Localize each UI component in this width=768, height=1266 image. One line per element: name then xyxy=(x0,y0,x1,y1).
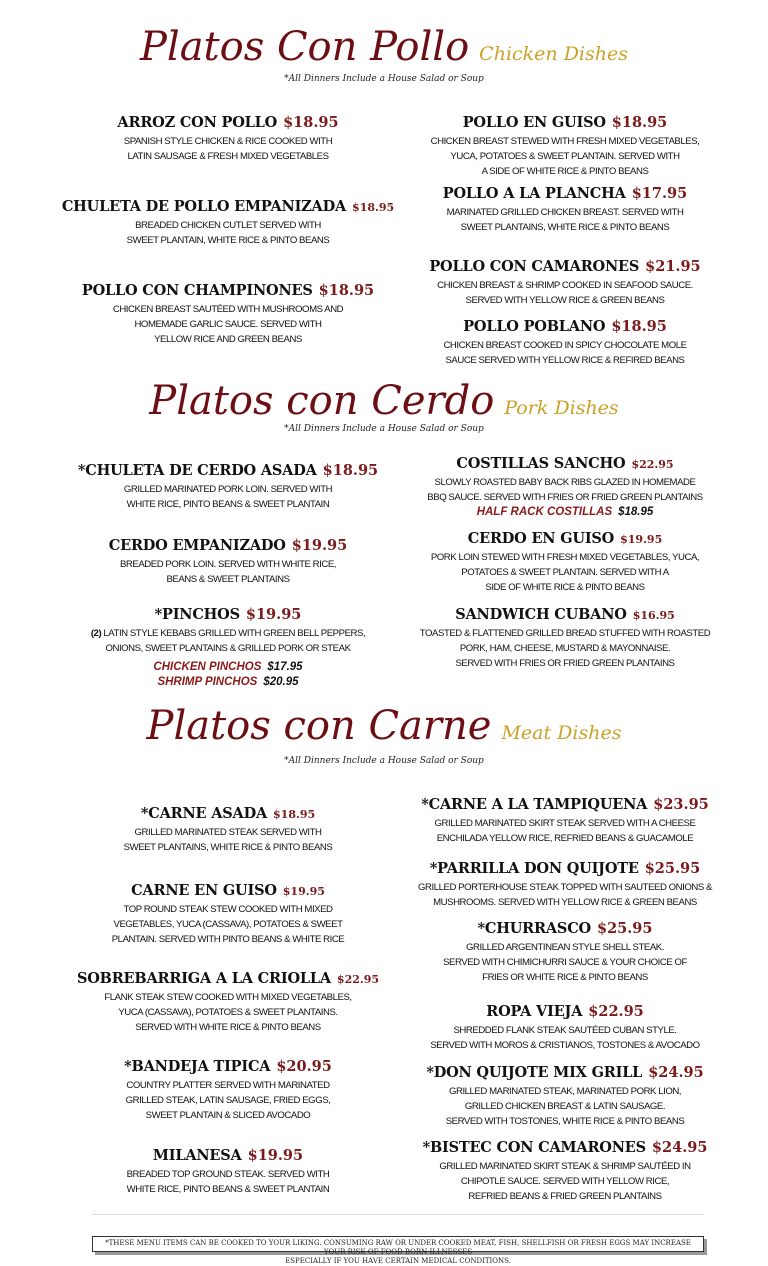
item-name: COSTILLAS SANCHO xyxy=(456,455,626,472)
item-name: POLLO EN GUISO xyxy=(462,114,606,131)
item-name: POLLO CON CHAMPINONES xyxy=(81,282,313,299)
item-description: SPANISH STYLE CHICKEN & RICE COOKED WITH LATIN SAUSAGE & FRESH MIXED VEGETABLES xyxy=(123,136,333,162)
item-description: TOP ROUND STEAK STEW COOKED WITH MIXED VEGETABLES, YUCA (CASSAVA), POTATOES & SWEET PLANTAIN. SERVED WITH PINTO BEANS & WHITE RICE xyxy=(111,904,345,945)
section-subtitle: Meat Dishes xyxy=(501,722,622,744)
item-price: $18.95 xyxy=(318,282,375,299)
item-description: TOASTED & FLATTENED GRILLED BREAD STUFFED WITH ROASTED PORK, HAM, CHEESE, MUSTARD & MAYONNAISE. SERVED WITH FRIES OR FRIED GREEN PLANTAINS xyxy=(419,628,711,669)
menu-item-parrilla-don-quijote xyxy=(385,860,745,910)
item-name: CERDO EN GUISO xyxy=(467,530,615,547)
item-description: GRILLED MARINATED PORK LOIN. SERVED WITH WHITE RICE, PINTO BEANS & SWEET PLANTAIN xyxy=(123,484,333,510)
item-price: $19.95 xyxy=(245,606,302,623)
item-description: GRILLED ARGENTINEAN STYLE SHELL STEAK. SERVED WITH CHIMICHURRI SAUCE & YOUR CHOICE OF FRIES OR WHITE RICE & PINTO BEANS xyxy=(443,942,687,983)
item-price: $18.95 xyxy=(352,201,395,214)
item-price: $19.95 xyxy=(282,885,325,898)
item-name: *BANDEJA TIPICA xyxy=(124,1058,271,1075)
item-description: GRILLED MARINATED SKIRT STEAK & SHRIMP SAUTÉED IN CHIPOTLE SAUCE. SERVED WITH YELLOW RICE, REFRIED BEANS & FRIED GREEN PLANTAINS xyxy=(439,1161,691,1202)
item-name: *CARNE ASADA xyxy=(140,805,268,822)
item-price: $19.95 xyxy=(620,533,663,546)
item-price: $24.95 xyxy=(651,1139,708,1156)
item-description: BREADED PORK LOIN. SERVED WITH WHITE RICE, BEANS & SWEET PLANTAINS xyxy=(119,559,336,585)
item-name: *PINCHOS xyxy=(154,606,240,623)
section-title: Platos con Carne xyxy=(146,703,492,749)
menu-item-milanesa xyxy=(58,1147,398,1197)
menu-item-arroz-con-pollo xyxy=(58,114,398,164)
item-description: CHICKEN BREAST COOKED IN SPICY CHOCOLATE MOLE SAUCE SERVED WITH YELLOW RICE & REFIRED BEANS xyxy=(443,340,687,366)
menu-item-pollo-a-la-plancha xyxy=(395,185,735,235)
section-header-cerdo xyxy=(0,378,768,424)
item-price: $18.95 xyxy=(322,462,379,479)
item-price: $19.95 xyxy=(247,1147,304,1164)
item-description: MARINATED GRILLED CHICKEN BREAST. SERVED WITH SWEET PLANTAINS, WHITE RICE & PINTO BEANS xyxy=(446,207,684,233)
menu-item-don-quijote-mix-grill xyxy=(385,1064,745,1129)
item-variant: CHICKEN PINCHOS $17.95 xyxy=(153,661,303,673)
item-name: CERDO EMPANIZADO xyxy=(108,537,286,554)
menu-item-pollo-poblano xyxy=(395,318,735,368)
item-description: GRILLED MARINATED STEAK, MARINATED PORK LION, GRILLED CHICKEN BREAST & LATIN SAUSAGE. SERVED WITH TOSTONES, WHITE RICE & PINTO BEANS xyxy=(445,1086,685,1127)
disclaimer-line: ESPECIALLY IF YOU HAVE CERTAIN MEDICAL CONDITIONS. xyxy=(285,1257,511,1265)
item-name: MILANESA xyxy=(152,1147,242,1164)
item-name: POLLO CON CAMARONES xyxy=(429,258,640,275)
menu-item-carne-tampiquena xyxy=(385,796,745,846)
menu-item-sandwich-cubano xyxy=(385,606,745,671)
item-name: POLLO POBLANO xyxy=(463,318,606,335)
item-description: GRILLED MARINATED STEAK SERVED WITH SWEET PLANTAINS, WHITE RICE & PINTO BEANS xyxy=(123,827,333,853)
item-variant: SHRIMP PINCHOS $20.95 xyxy=(157,676,299,688)
item-description: PORK LOIN STEWED WITH FRESH MIXED VEGETABLES, YUCA, POTATOES & SWEET PLANTAIN. SERVED WITH A SIDE OF WHITE RICE & PINTO BEANS xyxy=(430,552,700,593)
menu-item-carne-asada xyxy=(58,805,398,855)
item-price: $25.95 xyxy=(644,860,701,877)
item-price: $25.95 xyxy=(596,920,653,937)
item-name: *CHURRASCO xyxy=(477,920,591,937)
menu-item-sobrebarriga xyxy=(48,970,408,1035)
item-name: ARROZ CON POLLO xyxy=(117,114,278,131)
menu-item-pollo-con-champinones xyxy=(58,282,398,347)
menu-item-carne-en-guiso xyxy=(58,882,398,947)
item-price: $19.95 xyxy=(291,537,348,554)
item-description: FLANK STEAK STEW COOKED WITH MIXED VEGETABLES, YUCA (CASSAVA), POTATOES & SWEET PLANTAINS. SERVED WITH WHITE RICE & PINTO BEANS xyxy=(104,992,352,1033)
section-title: Platos con Cerdo xyxy=(149,378,495,424)
item-price: $22.95 xyxy=(631,458,674,471)
section-note: *All Dinners Include a House Salad or Soup xyxy=(284,424,484,434)
item-description: GRILLED MARINATED SKIRT STEAK SERVED WITH A CHEESE ENCHILADA YELLOW RICE, REFRIED BEANS & GUACAMOLE xyxy=(434,818,696,844)
disclaimer-line: *THESE MENU ITEMS CAN BE COOKED TO YOUR LIKING. CONSUMING RAW OR UNDER COOKED MEAT, FISH, SHELLFISH OR FRESH EGGS MAY INCREASE YOUR RISK OF FOOD BORN ILLNESSES xyxy=(105,1239,691,1256)
item-description: BREADED TOP GROUND STEAK. SERVED WITH WHITE RICE, PINTO BEANS & SWEET PLANTAIN xyxy=(126,1169,330,1195)
item-name: *CARNE A LA TAMPIQUENA xyxy=(421,796,648,813)
item-name: SANDWICH CUBANO xyxy=(455,606,627,623)
section-subtitle: Pork Dishes xyxy=(504,397,619,419)
item-description: CHICKEN BREAST & SHRIMP COOKED IN SEAFOOD SAUCE. SERVED WITH YELLOW RICE & GREEN BEANS xyxy=(437,280,693,306)
menu-item-pinchos xyxy=(48,606,408,690)
item-price: $24.95 xyxy=(648,1064,704,1081)
menu-item-chuleta-de-cerdo xyxy=(58,462,398,512)
section-title: Platos Con Pollo xyxy=(140,24,470,70)
footer-disclaimer xyxy=(92,1236,704,1265)
item-name: CARNE EN GUISO xyxy=(131,882,277,899)
item-price: $18.95 xyxy=(273,808,316,821)
menu-item-costillas-sancho xyxy=(385,455,745,520)
item-name: *CHULETA DE CERDO ASADA xyxy=(77,462,317,479)
menu-item-bandeja-tipica xyxy=(58,1058,398,1123)
menu-item-cerdo-en-guiso xyxy=(385,530,745,595)
section-note: *All Dinners Include a House Salad or Soup xyxy=(284,756,484,766)
item-description: GRILLED PORTERHOUSE STEAK TOPPED WITH SAUTEED ONIONS & MUSHROOMS. SERVED WITH YELLOW RICE & GREEN BEANS xyxy=(418,882,712,908)
item-name: SOBREBARRIGA A LA CRIOLLA xyxy=(76,970,331,987)
menu-item-cerdo-empanizado xyxy=(58,537,398,587)
divider xyxy=(92,1214,704,1215)
menu-item-ropa-vieja xyxy=(385,1003,745,1053)
item-price: $22.95 xyxy=(588,1003,644,1020)
section-note: *All Dinners Include a House Salad or Soup xyxy=(284,74,484,84)
item-variant: HALF RACK COSTILLAS $18.95 xyxy=(476,506,654,518)
item-description: BREADED CHICKEN CUTLET SERVED WITH SWEET PLANTAIN, WHITE RICE & PINTO BEANS xyxy=(126,220,330,246)
item-name: CHULETA DE POLLO EMPANIZADA xyxy=(61,198,347,215)
item-price: $22.95 xyxy=(336,973,380,986)
section-header-carne xyxy=(0,703,768,749)
item-price: $18.95 xyxy=(283,114,339,131)
item-price: $23.95 xyxy=(653,796,709,813)
item-name: *DON QUIJOTE MIX GRILL xyxy=(426,1064,643,1081)
menu-item-bistec-con-camarones xyxy=(385,1139,745,1204)
menu-item-chuleta-de-pollo xyxy=(48,198,408,248)
item-description: (2) LATIN STYLE KEBABS GRILLED WITH GREEN BELL PEPPERS, ONIONS, SWEET PLANTAINS & GRILLED PORK OR STEAK xyxy=(90,628,366,654)
item-price: $20.95 xyxy=(276,1058,332,1075)
item-price: $17.95 xyxy=(631,185,688,202)
item-description: CHICKEN BREAST SAUTÉED WITH MUSHROOMS AND HOMEMADE GARLIC SAUCE. SERVED WITH YELLOW RICE AND GREEN BEANS xyxy=(112,304,344,345)
item-description: CHICKEN BREAST STEWED WITH FRESH MIXED VEGETABLES, YUCA, POTATOES & SWEET PLANTAIN. SERVED WITH A SIDE OF WHITE RICE & PINTO BEANS xyxy=(430,136,700,177)
item-name: POLLO A LA PLANCHA xyxy=(442,185,626,202)
menu-item-pollo-en-guiso xyxy=(395,114,735,179)
item-price: $18.95 xyxy=(611,114,668,131)
item-name: *PARRILLA DON QUIJOTE xyxy=(429,860,639,877)
section-subtitle: Chicken Dishes xyxy=(479,43,628,65)
item-name: *BISTEC CON CAMARONES xyxy=(422,1139,646,1156)
item-price: $16.95 xyxy=(632,609,675,622)
item-price: $21.95 xyxy=(645,258,701,275)
item-description: COUNTRY PLATTER SERVED WITH MARINATED GRILLED STEAK, LATIN SAUSAGE, FRIED EGGS, SWEET PLANTAIN & SLICED AVOCADO xyxy=(125,1080,331,1121)
item-description: SLOWLY ROASTED BABY BACK RIBS GLAZED IN HOMEMADE BBQ SAUCE. SERVED WITH FRIES OR FRIED GREEN PLANTAINS xyxy=(427,477,703,503)
item-description: SHREDDED FLANK STEAK SAUTÉED CUBAN STYLE. SERVED WITH MOROS & CRISTIANOS, TOSTONES & AVOCADO xyxy=(430,1025,700,1051)
menu-item-churrasco xyxy=(385,920,745,985)
item-price: $18.95 xyxy=(611,318,667,335)
menu-item-pollo-con-camarones xyxy=(395,258,735,308)
item-name: ROPA VIEJA xyxy=(486,1003,583,1020)
section-header-pollo xyxy=(0,24,768,70)
